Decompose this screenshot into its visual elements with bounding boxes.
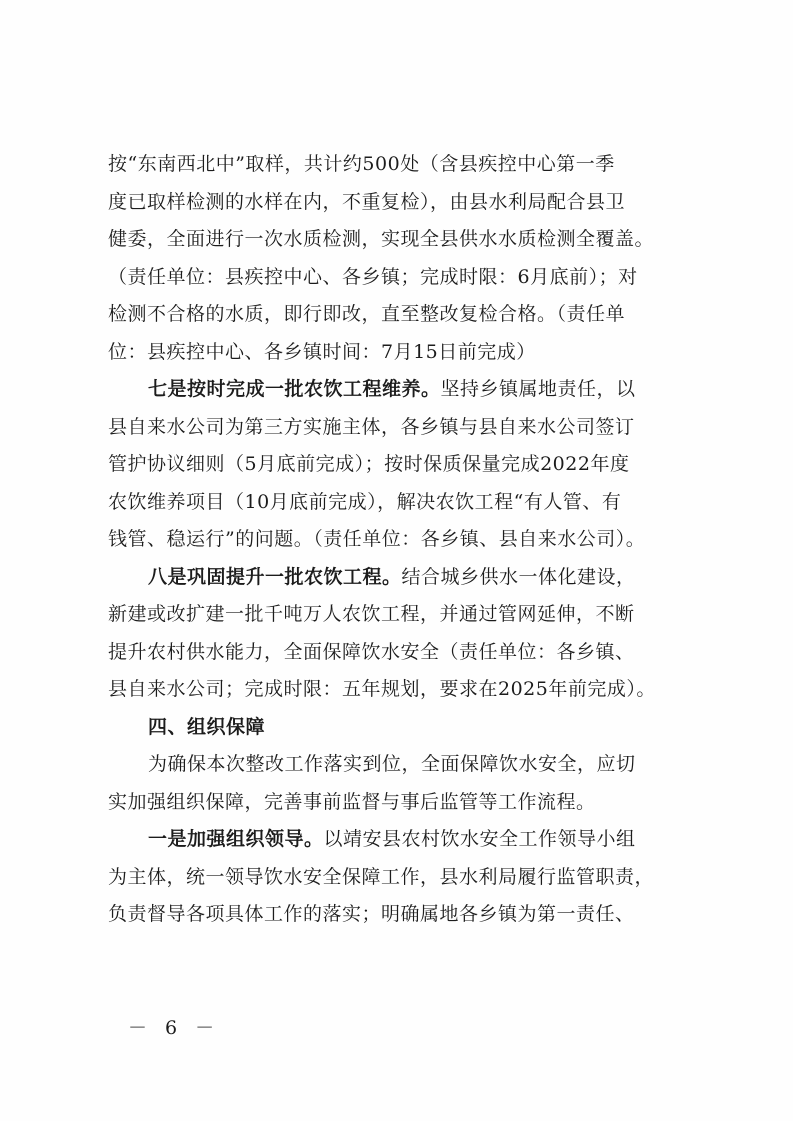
text-line: 按“东南西北中”取样，共计约500处（含县疾控中心第一季 — [108, 153, 615, 175]
paragraph-eight-text: 结合城乡供水一体化建设， — [401, 565, 636, 588]
paragraph-seven-text: 坚持乡镇属地责任，以 — [440, 378, 636, 400]
text-line: 负责督导各项具体工作的落实；明确属地各乡镇为第一责任、 — [108, 903, 635, 925]
paragraph-eight-lead: 八是巩固提升一批农饮工程。 — [148, 565, 402, 588]
text-line: 管护协议细则（5月底前完成）；按时保质保量完成2022年度 — [108, 453, 630, 475]
paragraph-seven-first-line — [108, 371, 698, 409]
text-line: 健委，全面进行一次水质检测，实现全县供水水质检测全覆盖。 — [108, 228, 655, 250]
text-line: 县自来水公司为第三方实施主体，各乡镇与县自来水公司签订 — [108, 415, 635, 438]
paragraph-eight-first-line — [108, 559, 698, 597]
document-body — [108, 146, 698, 934]
section-heading: 四、组织保障 — [148, 715, 266, 738]
text-line: 农饮维养项目（10月底前完成），解决农饮工程“有人管、有 — [108, 490, 622, 513]
paragraph-ten-text: 以靖安县农村饮水安全工作领导小组 — [323, 828, 636, 850]
text-line: 钱管、稳运行”的问题。（责任单位：各乡镇、县自来水公司）。 — [108, 528, 646, 550]
page-number: － 6 － — [128, 1017, 221, 1039]
paragraph-seven-lead: 七是按时完成一批农饮工程维养。 — [148, 378, 441, 400]
paragraph-nine-first-line: 为确保本次整改工作落实到位，全面保障饮水安全，应切 — [148, 753, 636, 775]
text-line: 度已取样检测的水样在内，不重复检），由县水利局配合县卫 — [108, 190, 626, 213]
text-line: 为主体，统一领导饮水安全保障工作，县水利局履行监管职责， — [108, 865, 655, 888]
text-line: 提升农村供水能力，全面保障饮水安全（责任单位：各乡镇、 — [108, 640, 635, 663]
text-line: 实加强组织保障，完善事前监督与事后监管等工作流程。 — [108, 790, 596, 813]
paragraph-ten-lead: 一是加强组织领导。 — [148, 828, 324, 850]
text-line: 县自来水公司；完成时限：五年规划，要求在2025年前完成）。 — [108, 678, 656, 700]
text-line: 新建或改扩建一批千吨万人农饮工程，并通过管网延伸，不断 — [108, 603, 635, 625]
text-line: 检测不合格的水质，即行即改，直至整改复检合格。（责任单 — [108, 303, 626, 325]
paragraph-ten-first-line — [108, 821, 698, 859]
text-line: 位：县疾控中心、各乡镇时间：7月15日前完成） — [108, 340, 536, 363]
text-line: （责任单位：县疾控中心、各乡镇；完成时限：6月底前）；对 — [108, 265, 638, 288]
